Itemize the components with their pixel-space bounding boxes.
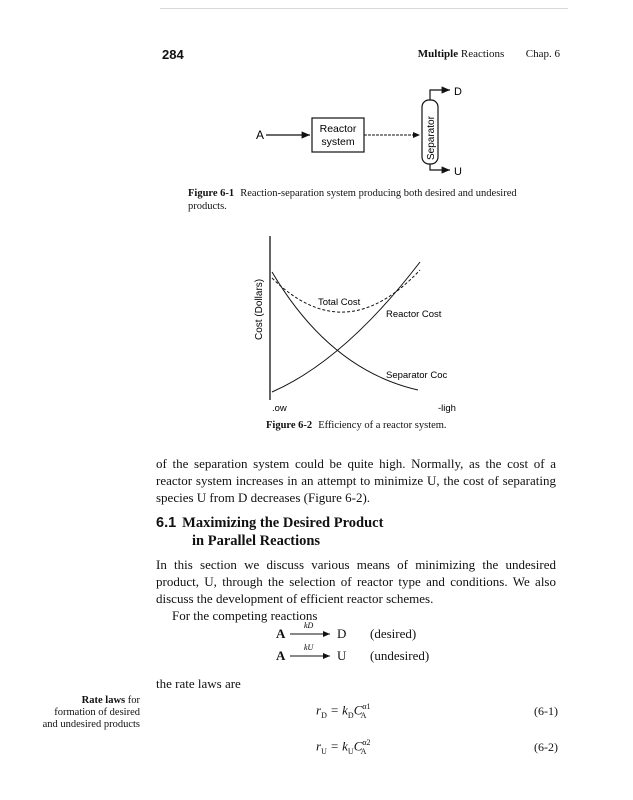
- figure-6-2-caption: [266, 419, 447, 432]
- figure-6-1-caption: [188, 187, 518, 213]
- reaction-1-rate-constant: kD: [304, 621, 314, 630]
- paragraph-2-text: In this section we discuss various means of minimizing the undesired product, U, through the selection of reactor type and conditions. We also discuss the development of efficient reactor schemes.: [156, 557, 556, 606]
- figure-6-2-text: Efficiency of a reactor system.: [318, 420, 447, 431]
- equation-6-1-number: (6-1): [534, 704, 558, 718]
- eq1-c-sub: A: [360, 710, 367, 720]
- separator-cost-label: Separator Coc: [386, 370, 448, 381]
- page-number: 284: [162, 47, 184, 62]
- reactor-label-1: Reactor: [319, 123, 357, 135]
- reactor-cost-label: Reactor Cost: [386, 309, 442, 320]
- chapter-label: Chap. 6: [525, 48, 560, 60]
- chapter-title-bold: Multiple: [417, 48, 459, 60]
- reaction-2-product: U: [337, 648, 347, 663]
- eq1-exp: α1: [362, 702, 371, 711]
- margin-note-bold: Rate laws: [81, 695, 126, 706]
- eq1-c: C: [353, 702, 363, 718]
- equation-6-1: $r_D = k_DC^{\alpha 1}_A$: [316, 702, 371, 720]
- paragraph-1: [156, 455, 556, 506]
- reaction-1-reactant: A: [276, 626, 286, 641]
- figure-6-2-label: Figure 6-2: [266, 420, 313, 431]
- section-number: 6.1: [156, 515, 177, 531]
- output-label-u: U: [454, 166, 462, 178]
- reaction-2-note: (undesired): [370, 648, 430, 663]
- reactor-label-2: system: [321, 136, 355, 148]
- section-title-line-2: in Parallel Reactions: [192, 533, 321, 549]
- rate-laws-intro: the rate laws are: [156, 676, 241, 691]
- equation-6-2: $r_U = k_UC^{\alpha 2}_A$: [316, 738, 371, 756]
- total-cost-curve: [272, 270, 420, 312]
- separator-cost-curve: [272, 272, 418, 390]
- total-cost-label: Total Cost: [318, 297, 361, 308]
- chapter-title-rest: Reactions: [460, 48, 505, 60]
- y-axis-label: Cost (Dollars): [254, 278, 265, 340]
- eq1-lhs-sub: D: [321, 710, 327, 720]
- margin-note-rest: for formation of desired and undesired products: [42, 695, 140, 730]
- eq1-k: k: [342, 702, 348, 718]
- eq2-k-sub: U: [347, 746, 354, 756]
- eq1-lhs: r: [316, 702, 322, 718]
- x-high-label: -ligh: [438, 403, 456, 414]
- eq2-lhs-sub: U: [321, 746, 327, 756]
- eq2-exp: α2: [362, 738, 371, 747]
- reaction-1-product: D: [337, 626, 347, 641]
- paragraph-2: [156, 556, 556, 624]
- input-label-a: A: [256, 128, 265, 142]
- reactor-box: [312, 118, 364, 152]
- margin-note: [40, 695, 140, 731]
- reaction-1-note: (desired): [370, 626, 417, 641]
- figure-6-1-label: Figure 6-1: [188, 188, 235, 199]
- figure-6-1-text: Reaction-separation system producing both desired and undesired products.: [188, 188, 517, 212]
- section-title-line-1: Maximizing the Desired Product: [182, 515, 384, 531]
- equation-6-2-number: (6-2): [534, 740, 558, 754]
- separator-column: [422, 100, 438, 164]
- top-rule: [160, 8, 568, 9]
- output-label-d: D: [454, 86, 462, 98]
- reaction-2-rate-constant: kU: [304, 643, 314, 652]
- running-head: [418, 48, 560, 60]
- paragraph-3-text: For the competing reactions: [172, 608, 318, 623]
- bottom-output-line: [430, 164, 450, 170]
- paragraph-1-text: of the separation system could be quite high. Normally, as the cost of a reactor system increases in an attempt to minimize U, the cost of separating species U from D decreases (Figure 6-2).: [156, 456, 556, 505]
- top-output-line: [430, 90, 450, 100]
- eq2-c: C: [353, 738, 363, 754]
- eq2-c-sub: A: [360, 746, 367, 756]
- section-heading: [156, 514, 383, 550]
- reaction-2-reactant: A: [276, 648, 286, 663]
- eq1-k-sub: D: [347, 710, 354, 720]
- eq2-k: k: [342, 738, 348, 754]
- separator-label: Separator: [426, 116, 437, 160]
- reactor-cost-curve: [272, 262, 420, 392]
- x-low-label: .ow: [272, 403, 287, 414]
- eq2-lhs: r: [316, 738, 322, 754]
